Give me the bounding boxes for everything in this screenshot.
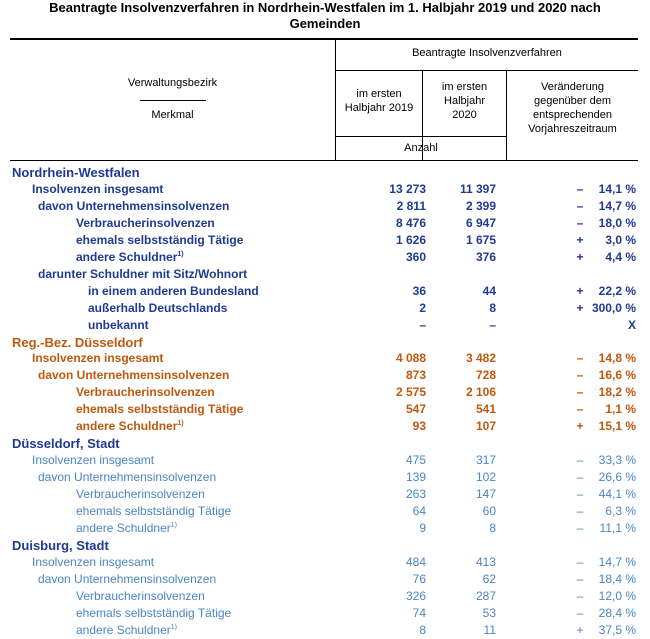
header-col-2019-line-2: Halbjahr 2019 [344,102,414,114]
row-label [88,300,227,317]
row-label-text: Insolvenzen insgesamt [32,181,164,196]
table-row [0,283,650,300]
value-2019: 13 273 [389,181,426,196]
change-sign: + [576,622,584,637]
change-sign: – [576,470,584,485]
value-2019: 1 626 [395,232,426,247]
row-label-text: andere Schuldner [76,520,171,535]
change-percent: 26,6 % [598,470,636,485]
value-2020: 2 399 [465,198,496,213]
header-col-change [507,80,638,136]
change-percent: 6,3 % [605,504,636,518]
region-heading-row [0,435,650,452]
table-row [0,554,650,571]
value-2020: 11 397 [459,181,496,196]
value-2019: 263 [405,487,426,502]
change-percent: 12,0 % [598,588,636,603]
value-2019: 8 [419,622,426,637]
header-col-change-line-2: gegenüber dem [533,95,612,107]
row-label-text: davon Unternehmensinsolvenzen [38,368,230,383]
value-2020: 44 [482,283,496,298]
value-2020: 6 947 [465,215,496,230]
value-2019: 326 [405,588,426,603]
table-header [10,38,638,160]
value-2019: 9 [419,520,426,535]
change-percent: 18,4 % [598,571,636,586]
header-bezirk-label: Verwaltungsbezirk [127,77,218,89]
value-2020: 62 [482,571,496,586]
row-label [38,469,216,486]
row-label [32,181,163,198]
change-sign: – [576,588,584,603]
change-percent: 33,3 % [598,453,636,468]
table-title [0,0,650,32]
change-sign: + [576,249,584,264]
value-2020: 287 [475,588,496,603]
table-row [0,384,650,401]
table-row [0,266,650,283]
value-2020: 102 [475,470,496,485]
row-label [88,283,259,300]
change-percent: 18,2 % [598,385,636,400]
change-percent: 16,6 % [598,368,636,383]
value-2019: – [419,317,426,332]
change-percent: 37,5 % [598,622,636,637]
table-row [0,198,650,215]
table-row [0,181,650,198]
value-2019: 475 [405,453,426,468]
change-sign: + [576,300,584,315]
value-2020: 1 675 [465,232,496,247]
table-row [0,571,650,588]
row-label [76,401,243,418]
value-2019: 360 [405,249,426,264]
value-2020: 376 [475,249,496,264]
row-label-text: außerhalb Deutschlands [88,300,228,315]
value-2019: 36 [412,283,426,298]
change-percent: 3,0 % [605,232,636,247]
value-2019: 484 [405,554,426,569]
change-sign: – [576,605,584,620]
region-heading-row [0,334,650,351]
table-row [0,367,650,384]
value-2020: – [489,317,496,332]
value-2019: 64 [412,504,426,518]
value-2020: 147 [475,487,496,502]
row-label [76,588,205,605]
change-sign: – [576,487,584,502]
header-group-label: Beantragte Insolvenzverfahren [412,47,562,59]
value-2019: 4 088 [395,351,426,366]
value-2020: 8 [489,520,496,535]
change-percent: 22,2 % [598,283,636,298]
change-sign: – [576,351,584,366]
table-row [0,300,650,317]
header-col-change-line-1: Veränderung [541,81,604,93]
value-2020: 317 [475,453,496,468]
row-label [32,452,154,469]
row-label [76,486,205,503]
row-label [76,520,177,537]
table-row [0,452,650,469]
change-sign: – [576,520,584,535]
value-2020: 11 [483,622,496,637]
change-sign: + [576,283,584,298]
value-2019: 8 476 [395,215,426,230]
table-row [0,249,650,266]
change-sign: – [576,453,584,468]
change-percent: X [627,317,636,332]
row-label-text: Düsseldorf, Stadt [12,436,120,452]
row-label-text: Duisburg, Stadt [12,537,109,553]
value-2019: 139 [405,470,426,485]
row-label-text: Reg.-Bez. Düsseldorf [12,334,143,350]
row-label-text: ehemals selbstständig Tätige [76,605,232,620]
header-anzahl-label: Anzahl [404,142,438,154]
row-label-text: ehemals selbstständig Tätige [76,232,244,247]
row-label-text: Insolvenzen insgesamt [32,351,164,366]
table-row [0,317,650,334]
change-percent: 300,0 % [591,300,636,315]
row-label [76,418,184,435]
footnote-marker: 1) [170,521,177,529]
header-top-rule [10,38,638,40]
change-percent: 18,0 % [598,215,636,230]
value-2019: 2 575 [395,385,426,400]
table-title-line-2: Gemeinden [289,16,361,31]
table-row [0,401,650,418]
change-percent: 44,1 % [598,487,636,502]
row-label [38,266,247,283]
header-bottom-rule [10,160,638,161]
region-heading-row [0,164,650,181]
table-row [0,232,650,249]
table-row [0,520,650,537]
change-sign: – [576,181,584,196]
row-label-text: Verbraucherinsolvenzen [76,215,215,230]
change-sign: – [576,504,584,518]
change-sign: – [576,215,584,230]
value-2020: 2 106 [465,385,496,400]
value-2020: 53 [482,605,496,620]
value-2020: 107 [475,419,496,434]
value-2020: 8 [489,300,496,315]
row-label [32,350,163,367]
header-col-change-line-3: entsprechenden [533,109,612,121]
change-percent: 14,8 % [598,351,636,366]
region-heading [12,164,140,181]
header-col-2020-line-1: im ersten [441,81,488,93]
value-2020: 3 482 [465,351,496,366]
footnote-marker: 1) [170,623,177,631]
change-percent: 14,7 % [598,198,636,213]
table-row [0,622,650,639]
header-merkmal-label: Merkmal [151,109,194,121]
row-label-text: davon Unternehmensinsolvenzen [38,470,217,485]
table-row [0,503,650,520]
row-label [32,554,154,571]
value-2019: 93 [412,419,426,434]
change-sign: – [576,571,584,586]
table-row [0,350,650,367]
row-label-text: andere Schuldner [76,419,178,434]
value-2020: 60 [482,504,496,518]
row-label-text: ehemals selbstständig Tätige [76,504,232,518]
row-label-text: Verbraucherinsolvenzen [76,487,205,502]
header-col-2019 [336,87,422,115]
row-label-text: in einem anderen Bundesland [88,283,259,298]
value-2020: 728 [475,368,496,383]
header-group-rule [336,70,638,71]
change-percent: 28,4 % [598,605,636,620]
row-label-text: Verbraucherinsolvenzen [76,588,205,603]
value-2019: 547 [405,402,426,417]
change-sign: + [576,419,584,434]
value-2019: 76 [412,571,426,586]
header-col-change-line-4: Vorjahreszeitraum [528,123,617,135]
change-sign: – [576,198,584,213]
change-percent: 14,1 % [598,181,636,196]
value-2019: 2 811 [396,198,426,213]
table-row [0,605,650,622]
row-label-text: Verbraucherinsolvenzen [76,385,215,400]
change-percent: 14,7 % [598,554,636,569]
row-label-text: darunter Schuldner mit Sitz/Wohnort [38,266,248,281]
change-percent: 11,1 % [599,520,636,535]
row-label-text: unbekannt [88,317,149,332]
table-row [0,215,650,232]
header-anzahl-rule [336,136,506,137]
row-label [38,367,229,384]
value-2019: 873 [405,368,426,383]
header-bezirk-underline [140,100,206,101]
change-percent: 1,1 % [605,402,636,417]
row-label [38,571,216,588]
table-row [0,486,650,503]
row-label [76,249,184,266]
row-label-text: ehemals selbstständig Tätige [76,402,244,417]
footnote-marker: 1) [177,250,184,258]
row-label [76,503,231,520]
row-label [76,605,231,622]
row-label-text: andere Schuldner [76,249,178,264]
region-heading [12,334,143,351]
value-2020: 541 [475,402,496,417]
header-col-2020-line-2: Halbjahr [444,95,485,107]
row-label-text: Insolvenzen insgesamt [32,453,155,468]
row-label [38,198,229,215]
footnote-marker: 1) [177,420,184,428]
table-row [0,418,650,435]
change-sign: – [576,368,584,383]
value-2019: 74 [412,605,426,620]
row-label [88,317,149,334]
region-heading [12,435,120,452]
region-heading [12,537,109,554]
table-row [0,469,650,486]
change-sign: + [576,232,584,247]
row-label-text: Insolvenzen insgesamt [32,554,155,569]
header-col-2020 [423,80,506,122]
value-2019: 2 [419,300,426,315]
change-sign: – [576,385,584,400]
row-label [76,215,215,232]
change-sign: – [576,402,584,417]
row-label-text: andere Schuldner [76,622,171,637]
value-2020: 413 [475,554,496,569]
row-label [76,232,243,249]
row-label [76,384,215,401]
row-label-text: Nordrhein-Westfalen [12,165,140,180]
change-percent: 4,4 % [605,249,636,264]
table-row [0,588,650,605]
row-label [76,622,177,639]
header-col-2020-line-3: 2020 [452,109,477,121]
row-label-text: davon Unternehmensinsolvenzen [38,198,230,213]
change-sign: – [576,554,584,569]
change-percent: 15,1 % [598,419,636,434]
table-title-line-1: Beantragte Insolvenzverfahren in Nordrhein-Westfalen im 1. Halbjahr 2019 und 2020 nach [49,0,601,15]
header-col-2019-line-1: im ersten [356,88,402,100]
region-heading-row [0,537,650,554]
row-label-text: davon Unternehmensinsolvenzen [38,571,217,586]
